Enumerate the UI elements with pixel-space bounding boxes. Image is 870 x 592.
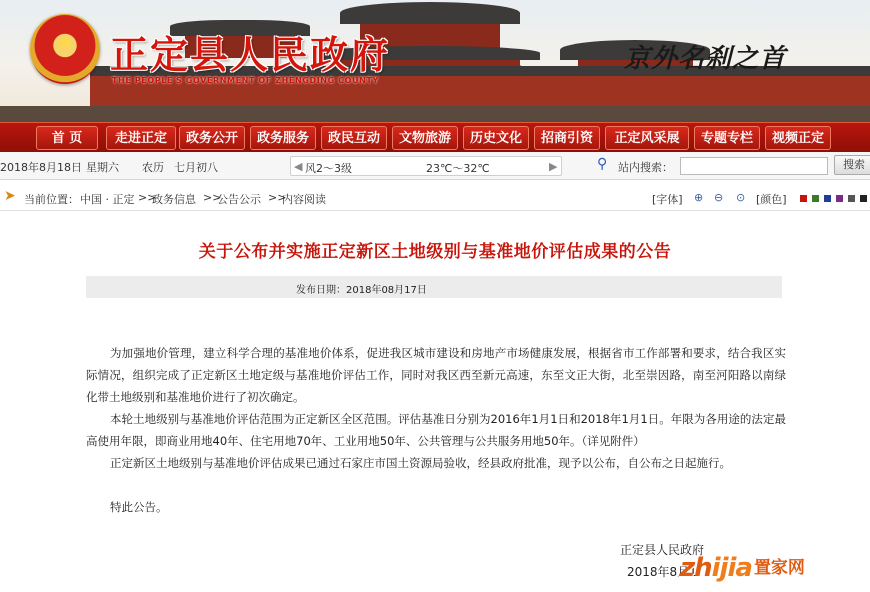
weather-ticker: [290, 156, 562, 176]
national-emblem-icon: ★: [30, 14, 100, 84]
breadcrumb-item-home[interactable]: 中国 · 正定: [80, 193, 135, 206]
watermark-logo: [680, 553, 805, 587]
zoom-out-icon[interactable]: ⊖: [714, 191, 724, 204]
nav-item-investment[interactable]: 招商引资: [534, 126, 600, 150]
site-title: 正定县人民政府: [110, 32, 391, 77]
temple-roof-decor: [340, 2, 520, 24]
article-paragraph: 正定新区土地级别与基准地价评估成果已通过石家庄市国土资源局验收，经县政府批准，现予以公布，自公布之日起施行。: [110, 456, 731, 470]
site-subtitle: THE PEOPLE'S GOVERNMENT OF ZHENGDING COUNTY: [112, 76, 379, 85]
temperature: 23℃～32℃: [426, 162, 490, 175]
color-swatch[interactable]: [800, 195, 807, 202]
nav-item-home[interactable]: 首 页: [36, 126, 98, 150]
nav-item-showcase[interactable]: 正定风采展: [605, 126, 689, 150]
watermark-text: 置家网: [753, 558, 805, 578]
color-swatch[interactable]: [836, 195, 843, 202]
signature-date: 2018年8月1: [627, 565, 697, 579]
nav-item-gov-service[interactable]: 政务服务: [250, 126, 316, 150]
search-label: 站内搜索：: [618, 161, 673, 174]
breadcrumb-separator: >>: [138, 191, 157, 204]
breadcrumb-item-info[interactable]: 政务信息: [152, 193, 196, 206]
color-swatch[interactable]: [824, 195, 831, 202]
color-swatch[interactable]: [860, 195, 867, 202]
breadcrumb-separator: >>: [203, 191, 222, 204]
font-size-label: [字体]: [652, 193, 683, 206]
breadcrumb-bar: [0, 181, 870, 211]
breadcrumb-item-notices[interactable]: 公告公示: [217, 193, 261, 206]
breadcrumb-separator: >>: [268, 191, 287, 204]
nav-item-about[interactable]: 走进正定: [106, 126, 176, 150]
search-button[interactable]: 搜索: [834, 155, 870, 175]
search-input[interactable]: [680, 157, 828, 175]
zoom-in-icon[interactable]: ⊕: [694, 191, 704, 204]
zoom-reset-icon[interactable]: ⊙: [736, 191, 746, 204]
arrow-right-icon[interactable]: ▶: [549, 160, 558, 173]
lunar-label: 农历: [142, 161, 164, 174]
nav-item-tourism[interactable]: 文物旅游: [392, 126, 458, 150]
article-title: 关于公布并实施正定新区土地级别与基准地价评估成果的公告: [198, 242, 672, 262]
nav-item-video[interactable]: 视频正定: [765, 126, 831, 150]
signature-org: 正定县人民政府: [620, 543, 705, 557]
color-swatch[interactable]: [812, 195, 819, 202]
breadcrumb-item-current: 内容阅读: [282, 193, 326, 206]
nav-item-special[interactable]: 专题专栏: [694, 126, 760, 150]
info-bar: [0, 152, 870, 180]
temple-base-decor: [0, 106, 870, 122]
location-pin-icon: ➤: [4, 188, 16, 204]
site-slogan: 京外名刹之首: [624, 44, 787, 74]
color-swatch[interactable]: [848, 195, 855, 202]
current-date: 2018年8月18日: [0, 161, 82, 174]
main-nav: [0, 122, 870, 152]
article-paragraph: 本轮土地级别与基准地价评估范围为正定新区全区范围。评估基准日分别为2016年1月1日和2018年1月1日。年限为各用途的法定最高使用年限，即商业用地40年、住宅用地70年、工业用地50年、公共管理与公共服务用地50年。（详见附件）: [86, 412, 786, 448]
publish-date: 发布日期：2018年08月17日: [296, 285, 427, 296]
header-banner: [0, 0, 870, 122]
lunar-date: 七月初八: [174, 161, 218, 174]
nav-item-history[interactable]: 历史文化: [463, 126, 529, 150]
search-icon: ⚲: [597, 156, 608, 172]
watermark-text: zh: [680, 553, 712, 583]
arrow-left-icon[interactable]: ◀: [294, 160, 303, 173]
watermark-text: ijia: [711, 553, 752, 583]
breadcrumb-prefix: 当前位置：: [24, 193, 79, 206]
article-paragraph: 特此公告。: [110, 500, 168, 514]
weekday: 星期六: [86, 161, 119, 174]
nav-item-interaction[interactable]: 政民互动: [321, 126, 387, 150]
nav-item-gov-info[interactable]: 政务公开: [179, 126, 245, 150]
color-label: [颜色]: [756, 193, 787, 206]
publish-date-bar: [86, 276, 782, 298]
article-paragraph: 为加强地价管理，建立科学合理的基准地价体系，促进我区城市建设和房地产市场健康发展，根据省市工作部署和要求，结合我区实际情况，组织完成了正定新区土地定级与基准地价评估工作，同时对我区西至新元高速，东至文正大街，北至崇因路，南至河阳路以南绿化带土地级别和基准地价进行了初次确定。: [86, 346, 786, 404]
wind-level: 风2～3级: [305, 162, 352, 175]
